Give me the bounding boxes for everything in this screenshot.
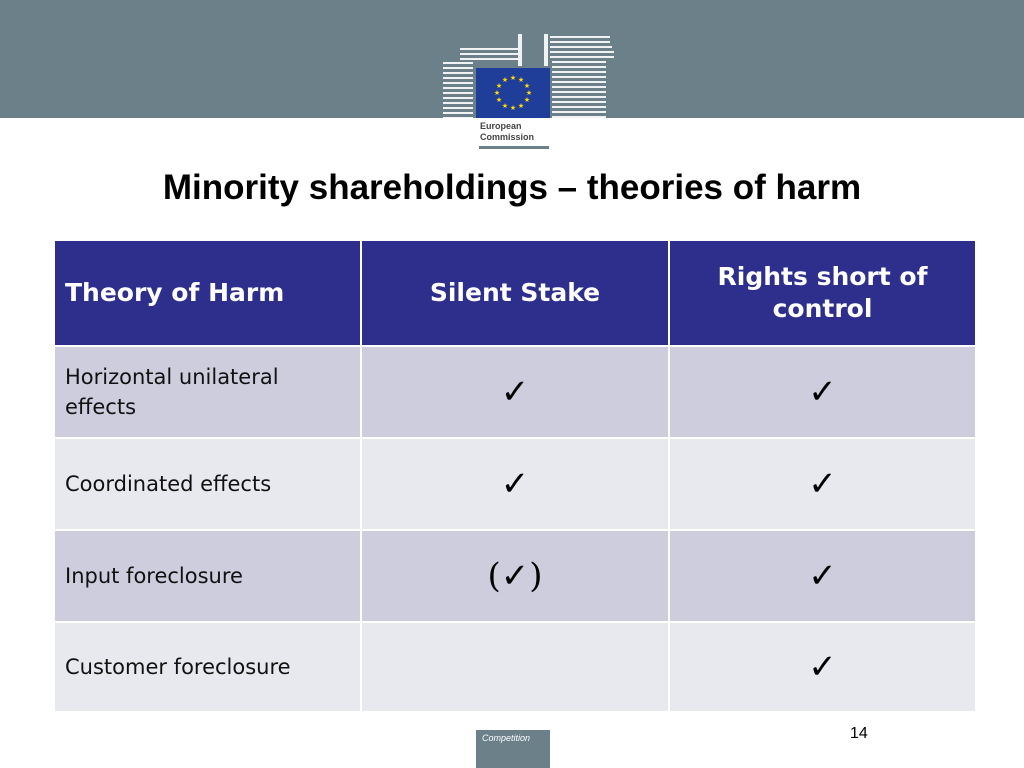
footer-label: Competition	[482, 733, 531, 743]
table-row	[54, 346, 976, 438]
theory-cell: Customer foreclosure	[54, 622, 361, 712]
logo-underline	[479, 146, 549, 149]
rights-cell: ✓	[669, 622, 976, 712]
slide-title: Minority shareholdings – theories of harm	[162, 168, 862, 207]
svg-text:★: ★	[495, 96, 503, 104]
svg-text:★: ★	[523, 82, 531, 90]
svg-text:★: ★	[509, 104, 517, 112]
rights-cell: ✓	[669, 438, 976, 530]
logo-line-2: Commission	[480, 132, 535, 142]
theories-of-harm-table	[53, 239, 977, 713]
svg-text:★: ★	[517, 76, 525, 84]
table-row	[54, 530, 976, 622]
page-number: 14	[850, 725, 868, 742]
theory-cell: Horizontal unilateral effects	[54, 346, 361, 438]
rights-cell: ✓	[669, 346, 976, 438]
silent-stake-cell: (✓)	[361, 530, 669, 622]
logo-wordmark	[480, 121, 534, 143]
svg-text:★: ★	[509, 74, 517, 82]
silent-stake-cell: ✓	[361, 346, 669, 438]
column-header-rights-short-of-control: Rights short of control	[669, 240, 976, 346]
silent-stake-cell: ✓	[361, 438, 669, 530]
table-row	[54, 622, 976, 712]
svg-text:★: ★	[493, 89, 501, 97]
svg-text:★: ★	[523, 96, 531, 104]
column-header-theory: Theory of Harm	[54, 240, 361, 346]
theory-cell: Input foreclosure	[54, 530, 361, 622]
svg-text:★: ★	[501, 102, 509, 110]
table-header-row	[54, 240, 976, 346]
column-header-silent-stake: Silent Stake	[361, 240, 669, 346]
svg-text:★: ★	[495, 82, 503, 90]
silent-stake-cell	[361, 622, 669, 712]
svg-text:★: ★	[517, 102, 525, 110]
svg-text:★: ★	[501, 76, 509, 84]
footer-tag	[476, 730, 550, 768]
rights-cell: ✓	[669, 530, 976, 622]
table-row	[54, 438, 976, 530]
svg-text:★: ★	[525, 89, 533, 97]
theory-cell: Coordinated effects	[54, 438, 361, 530]
logo-line-1: European	[480, 121, 522, 131]
